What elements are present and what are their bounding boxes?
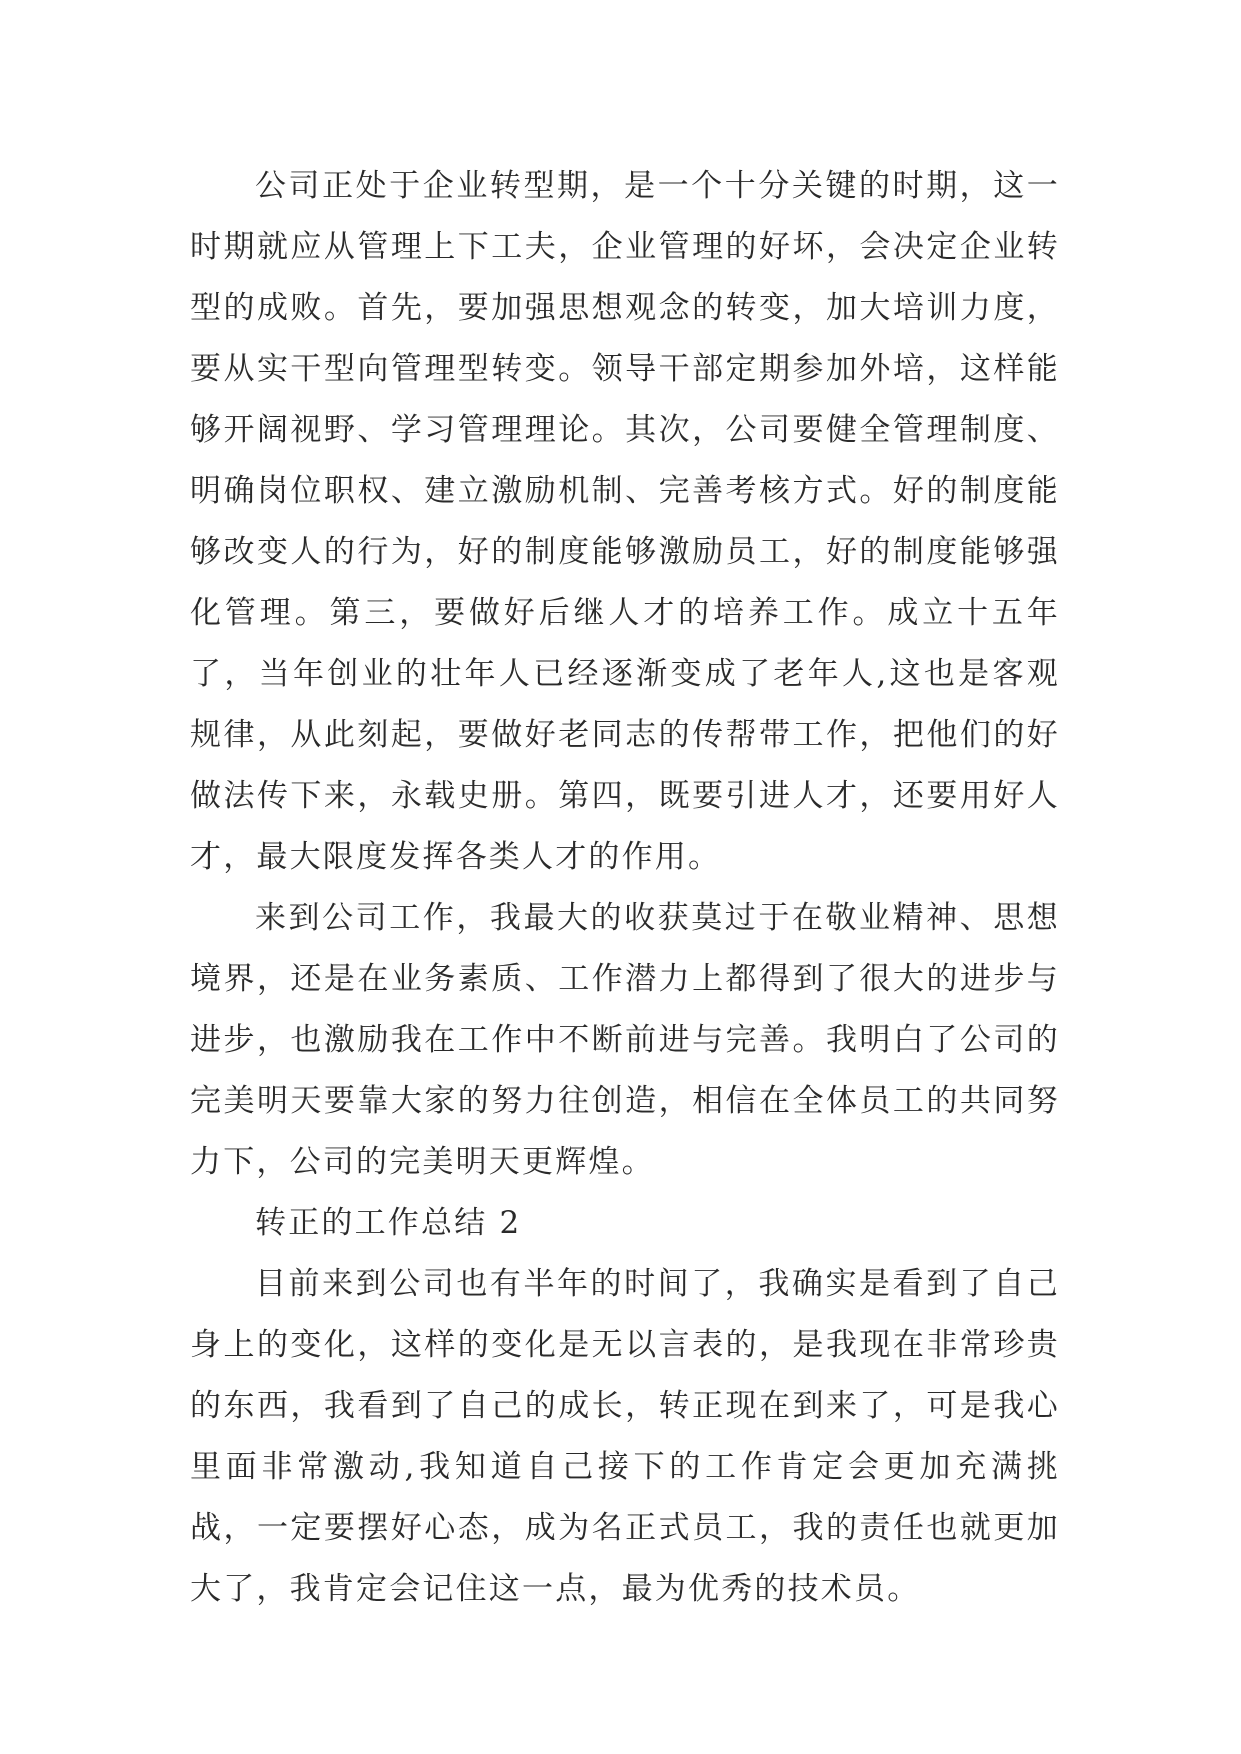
paragraph-half-year-reflection: 目前来到公司也有半年的时间了，我确实是看到了自己身上的变化，这样的变化是无以言表的，是我现在非常珍贵的东西，我看到了自己的成长，转正现在到来了，可是我心里面非常激动,我知道自己接下的工作肯定会更加充满挑战，一定要摆好心态，成为名正式员工，我的责任也就更加大了，我肯定会记住这一点，最为优秀的技术员。 bbox=[190, 1266, 1060, 1607]
paragraph-transformation-management: 公司正处于企业转型期，是一个十分关键的时期，这一时期就应从管理上下工夫，企业管理的好坏，会决定企业转型的成败。首先，要加强思想观念的转变，加大培训力度，要从实干型向管理型转变。领导干部定期参加外培，这样能够开阔视野、学习管理理论。其次，公司要健全管理制度、明确岗位职权、建立激励机制、完善考核方式。好的制度能够改变人的行为，好的制度能够激励员工，好的制度能够强化管理。第三，要做好后继人才的培养工作。成立十五年了，当年创业的壮年人已经逐渐变成了老年人,这也是客观规律，从此刻起，要做好老同志的传帮带工作，把他们的好做法传下来，永载史册。第四，既要引进人才，还要用好人才，最大限度发挥各类人才的作用。 bbox=[190, 168, 1060, 875]
document-body bbox=[190, 156, 1060, 1620]
section-title: 转正的工作总结 2 bbox=[255, 1205, 522, 1241]
paragraph-work-gains: 来到公司工作，我最大的收获莫过于在敬业精神、思想境界，还是在业务素质、工作潜力上都得到了很大的进步与进步，也激励我在工作中不断前进与完善。我明白了公司的完美明天要靠大家的努力往创造，相信在全体员工的共同努力下，公司的完美明天更辉煌。 bbox=[190, 900, 1060, 1180]
